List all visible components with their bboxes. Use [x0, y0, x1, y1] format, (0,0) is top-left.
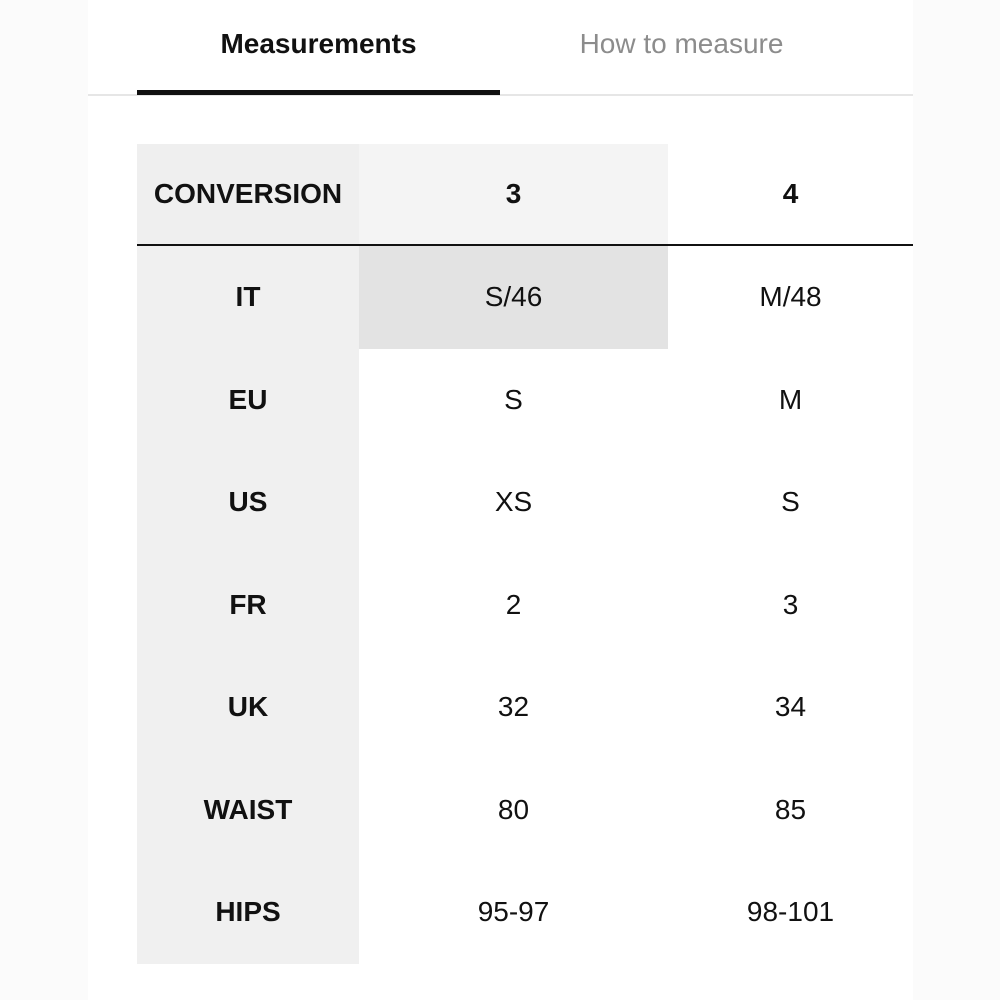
table-row-us: [137, 451, 913, 554]
cell-uk-size-4[interactable]: 34: [774, 691, 807, 723]
cell-fr-size-4[interactable]: 3: [782, 588, 799, 620]
cell-us-size-4[interactable]: S: [781, 486, 800, 518]
table-row-uk: [137, 656, 913, 759]
table-header-row: [137, 144, 913, 246]
row-label-it: IT: [137, 246, 359, 349]
cell-fr-size-3[interactable]: 2: [505, 588, 522, 620]
tab-measurements[interactable]: Measurements: [220, 28, 417, 59]
cell-uk-size-3[interactable]: 32: [497, 691, 530, 723]
table-row-waist: [137, 759, 913, 862]
size-conversion-table: [137, 144, 913, 964]
cell-it-size-3[interactable]: S/46: [359, 246, 668, 349]
active-tab-indicator: [137, 90, 500, 95]
cell-eu-size-3[interactable]: S: [504, 383, 523, 415]
cell-us-size-3[interactable]: XS: [494, 486, 533, 518]
cell-hips-size-3[interactable]: 95-97: [477, 896, 550, 928]
row-label-waist: WAIST: [137, 759, 359, 862]
row-label-us: US: [137, 451, 359, 554]
table-row-fr: [137, 554, 913, 657]
table-row-eu: [137, 349, 913, 452]
header-size-3[interactable]: 3: [359, 144, 668, 244]
size-guide-panel: [88, 0, 913, 1000]
header-size-4[interactable]: 4: [782, 178, 799, 209]
cell-it-size-4[interactable]: M/48: [759, 281, 822, 313]
cell-waist-size-3[interactable]: 80: [497, 793, 530, 825]
table-row-hips: [137, 861, 913, 964]
row-label-eu: EU: [137, 349, 359, 452]
row-label-fr: FR: [137, 554, 359, 657]
tab-how-to-measure[interactable]: How to measure: [579, 28, 784, 59]
cell-waist-size-4[interactable]: 85: [774, 793, 807, 825]
cell-hips-size-4[interactable]: 98-101: [746, 896, 835, 928]
header-conversion: CONVERSION: [137, 144, 359, 244]
row-label-hips: HIPS: [137, 861, 359, 964]
table-row-it: [137, 246, 913, 349]
row-label-uk: UK: [137, 656, 359, 759]
cell-eu-size-4[interactable]: M: [778, 383, 803, 415]
tab-bar: [88, 0, 913, 96]
